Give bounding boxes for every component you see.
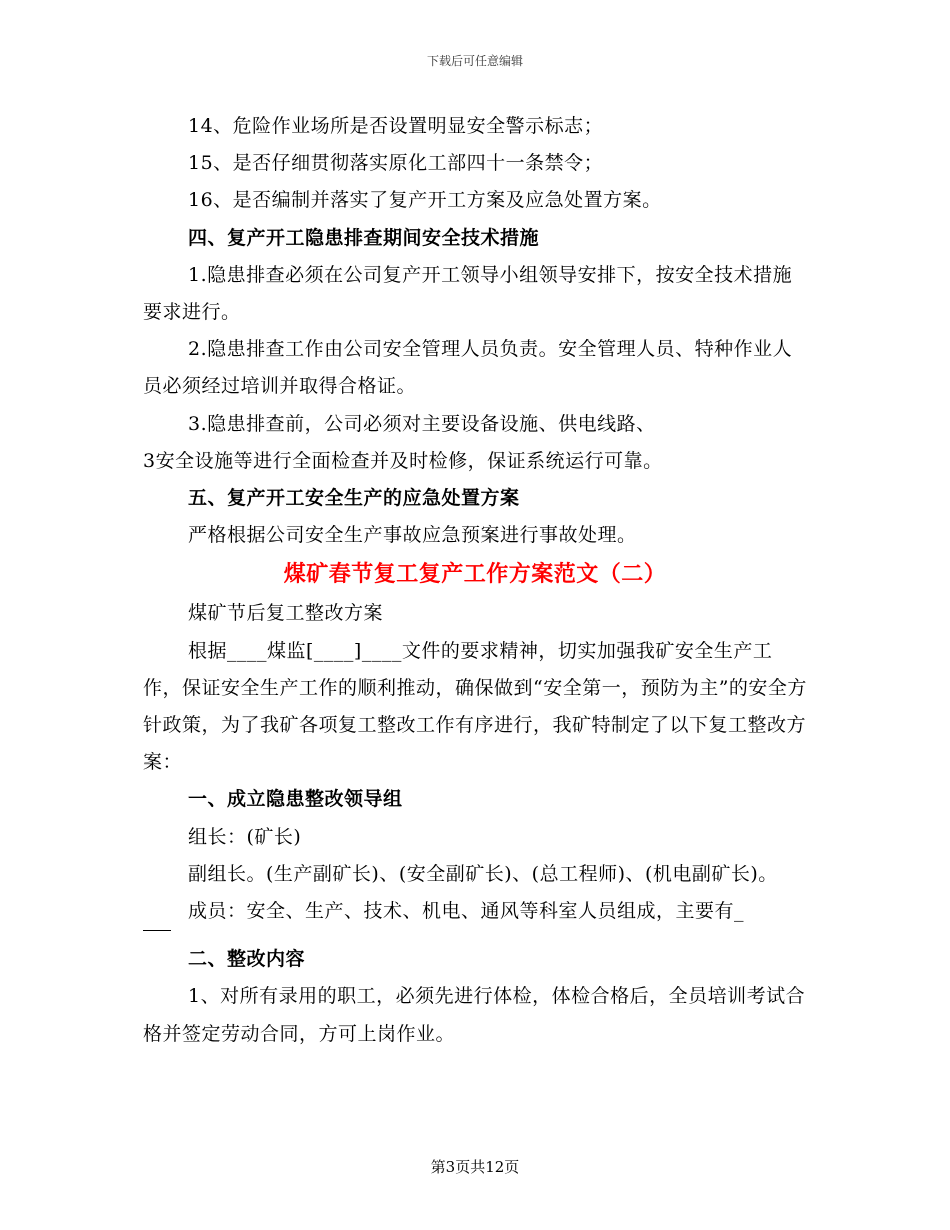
document-body xyxy=(143,108,807,1053)
subtitle: 煤矿节后复工整改方案 xyxy=(188,602,384,625)
team-deputy: 副组长。(生产副矿长)、(安全副矿长)、(总工程师)、(机电副矿长)。 xyxy=(188,862,778,885)
section-heading-2: 二、整改内容 xyxy=(188,948,306,971)
intro-paragraph: 根据____煤监[____]____文件的要求精神，切实加强我矿安全生产工作，保证安全生产工作的顺利推动，确保做到“安全第一，预防为主”的安全方针政策，为了我矿各项复工整改工作有序进行，我矿特制定了以下复工整改方案： xyxy=(143,639,807,774)
emergency-text: 严格根据公司安全生产事故应急预案进行事故处理。 xyxy=(188,524,637,547)
team-leader: 组长：(矿长) xyxy=(188,825,302,848)
checklist-item-16: 16、是否编制并落实了复产开工方案及应急处置方案。 xyxy=(188,189,662,212)
page-footer: 第3页共12页 xyxy=(430,1158,520,1176)
team-members: 成员：安全、生产、技术、机电、通风等科室人员组成，主要有_ xyxy=(188,900,745,923)
measure-3: 3.隐患排查前，公司必须对主要设备设施、供电线路、 xyxy=(188,412,656,435)
measure-3-continued: 3安全设施等进行全面检查并及时检修，保证系统运行可靠。 xyxy=(143,449,663,472)
measure-2: 2.隐患排查工作由公司安全管理人员负责。安全管理人员、特种作业人员必须经过培训并取得合格证。 xyxy=(143,338,793,398)
section-heading-5: 五、复产开工安全生产的应急处置方案 xyxy=(188,487,520,510)
section-heading-4: 四、复产开工隐患排查期间安全技术措施 xyxy=(188,226,540,249)
page-header: 下载后可任意编辑 xyxy=(426,54,523,68)
checklist-item-15: 15、是否仔细贯彻落实原化工部四十一条禁令； xyxy=(188,152,604,175)
section-heading-1: 一、成立隐患整改领导组 xyxy=(188,788,403,811)
measure-1: 1.隐患排查必须在公司复产开工领导小组领导安排下，按安全技术措施要求进行。 xyxy=(143,263,793,324)
document-title: 煤矿春节复工复产工作方案范文（二） xyxy=(283,561,667,588)
content-item-1: 1、对所有录用的职工，必须先进行体检，体检合格后，全员培训考试合格并签定劳动合同，方可上岗作业。 xyxy=(143,985,806,1045)
checklist-item-14: 14、危险作业场所是否设置明显安全警示标志； xyxy=(188,115,604,137)
